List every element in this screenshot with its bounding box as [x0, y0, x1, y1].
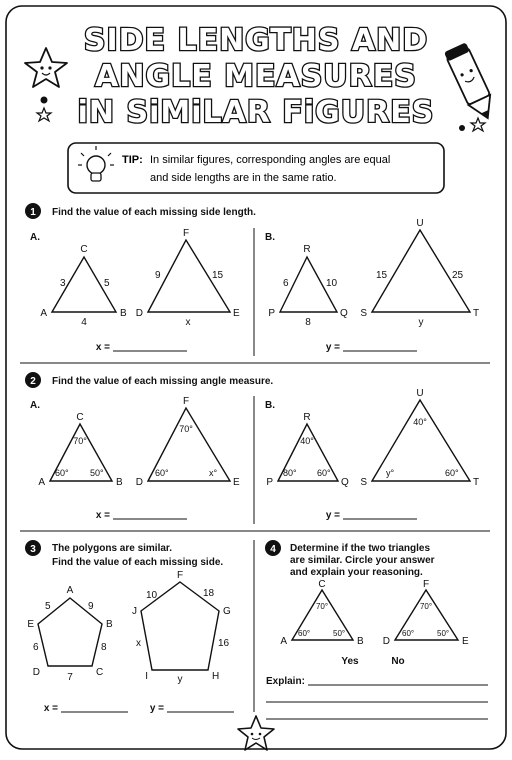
- vertex-label: D: [382, 636, 390, 647]
- vertex-label: U: [416, 388, 424, 399]
- vertex-label: P: [266, 477, 273, 488]
- angle-label: 60°: [402, 629, 415, 638]
- star-mascot-icon: [25, 48, 67, 87]
- question-4: [265, 540, 488, 719]
- part-b-label: B.: [265, 232, 275, 243]
- star-mascot-icon: [238, 716, 274, 750]
- part-a-label: A.: [30, 232, 40, 243]
- vertex-label: C: [76, 412, 84, 423]
- vertex-label: B: [106, 619, 113, 630]
- answer-yes[interactable]: Yes: [341, 656, 359, 667]
- vertex-label: A: [40, 308, 47, 319]
- vertex-label: G: [223, 606, 231, 617]
- vertex-label: E: [233, 477, 240, 488]
- vertex-label: A: [66, 585, 74, 596]
- vertex-label: E: [27, 619, 34, 630]
- side-label: y: [177, 674, 183, 685]
- page-title: [78, 23, 435, 130]
- side-label: 15: [376, 270, 388, 281]
- side-label: 9: [155, 270, 161, 281]
- question-4-prompt-line-2: are similar. Circle your answer: [290, 555, 435, 566]
- explain-label: Explain:: [266, 676, 305, 687]
- side-label: 3: [60, 278, 66, 289]
- dot-icon: [459, 125, 465, 131]
- vertex-label: S: [360, 477, 367, 488]
- question-3-prompt-line-2: Find the value of each missing side.: [52, 557, 224, 568]
- side-label: 16: [218, 638, 230, 649]
- angle-label: 70°: [419, 602, 433, 611]
- vertex-label: F: [182, 228, 190, 239]
- side-label: 10: [146, 590, 158, 601]
- side-label: x: [185, 317, 191, 328]
- side-label: y: [418, 317, 424, 328]
- vertex-label: D: [135, 308, 143, 319]
- side-label: 5: [45, 601, 51, 612]
- answer-label: x =: [95, 342, 110, 353]
- side-label: 6: [33, 642, 39, 653]
- angle-label: 70°: [315, 602, 329, 611]
- answer-label: y =: [149, 703, 164, 714]
- part-b-label: B.: [265, 400, 275, 411]
- question-number: 3: [30, 544, 36, 555]
- vertex-label: A: [38, 477, 45, 488]
- vertex-label: E: [233, 308, 240, 319]
- angle-label: 60°: [445, 468, 459, 478]
- vertex-label: T: [473, 308, 480, 319]
- question-number: 4: [270, 544, 276, 555]
- vertex-label: T: [473, 477, 480, 488]
- dot-icon: [41, 97, 48, 104]
- vertex-label: D: [135, 477, 143, 488]
- vertex-label: F: [182, 396, 190, 407]
- side-label: 25: [452, 270, 464, 281]
- angle-label: 60°: [55, 468, 69, 478]
- angle-label: 80°: [283, 468, 297, 478]
- question-2: [25, 372, 479, 521]
- vertex-label: Q: [341, 477, 349, 488]
- angle-label: 60°: [317, 468, 331, 478]
- vertex-label: C: [80, 244, 88, 255]
- question-1-prompt: Find the value of each missing side length.: [52, 207, 256, 218]
- pencil-mascot-icon: [444, 42, 499, 123]
- vertex-label: U: [416, 218, 424, 229]
- vertex-label: R: [303, 412, 311, 423]
- question-number: 1: [30, 207, 36, 218]
- answer-label: x =: [43, 703, 58, 714]
- side-label: 5: [104, 278, 110, 289]
- angle-label: 40°: [413, 417, 427, 427]
- angle-label: 50°: [437, 629, 450, 638]
- side-label: 15: [212, 270, 224, 281]
- small-star-icon: [471, 118, 485, 131]
- vertex-label: F: [176, 570, 184, 581]
- vertex-label: P: [268, 308, 275, 319]
- tip-box: [68, 143, 444, 193]
- angle-label: 50°: [90, 468, 104, 478]
- vertex-label: H: [212, 671, 220, 682]
- vertex-label: A: [280, 636, 287, 647]
- question-3-prompt-line-1: The polygons are similar.: [52, 543, 173, 554]
- tip-label: TIP:: [122, 154, 143, 166]
- answer-label: x =: [95, 510, 110, 521]
- side-label: 7: [67, 672, 73, 683]
- vertex-label: C: [318, 579, 326, 590]
- angle-label: y°: [386, 468, 395, 478]
- vertex-label: F: [422, 579, 430, 590]
- answer-no[interactable]: No: [391, 656, 405, 667]
- angle-label: 60°: [298, 629, 311, 638]
- vertex-label: R: [303, 244, 311, 255]
- angle-label: 60°: [155, 468, 169, 478]
- vertex-label: I: [145, 671, 148, 682]
- side-label: 8: [305, 317, 311, 328]
- vertex-label: B: [357, 636, 364, 647]
- side-label: 4: [81, 317, 87, 328]
- vertex-label: C: [96, 667, 104, 678]
- side-label: 8: [101, 642, 107, 653]
- side-label: 6: [283, 278, 289, 289]
- vertex-label: E: [462, 636, 469, 647]
- title-line-2: ANGLE MEASURES: [95, 59, 417, 94]
- question-1: [25, 203, 479, 353]
- angle-label: 70°: [73, 436, 87, 446]
- side-label: 18: [203, 588, 215, 599]
- angle-label: x°: [209, 468, 218, 478]
- vertex-label: Q: [340, 308, 348, 319]
- question-2-prompt: Find the value of each missing angle measure.: [52, 376, 274, 387]
- vertex-label: J: [132, 606, 137, 617]
- side-label: 10: [326, 278, 338, 289]
- answer-label: y =: [325, 510, 340, 521]
- question-number: 2: [30, 376, 36, 387]
- tip-line-1: In similar figures, corresponding angles are equal: [150, 154, 391, 166]
- question-3: [25, 540, 234, 714]
- question-4-prompt-line-1: Determine if the two triangles: [290, 543, 431, 554]
- title-line-3: iN SiMiLAR FiGURES: [77, 95, 435, 130]
- tip-line-2: and side lengths are in the same ratio.: [150, 172, 337, 184]
- angle-label: 70°: [179, 424, 193, 434]
- answer-label: y =: [325, 342, 340, 353]
- angle-label: 50°: [333, 629, 346, 638]
- side-label: 9: [88, 601, 94, 612]
- title-line-1: SIDE LENGTHS AND: [83, 23, 429, 58]
- side-label: x: [136, 638, 141, 649]
- question-4-prompt-line-3: and explain your reasoning.: [290, 567, 423, 578]
- vertex-label: B: [120, 308, 127, 319]
- part-a-label: A.: [30, 400, 40, 411]
- angle-label: 40°: [300, 436, 314, 446]
- vertex-label: D: [32, 667, 40, 678]
- vertex-label: S: [360, 308, 367, 319]
- small-star-icon: [37, 108, 51, 121]
- vertex-label: B: [116, 477, 123, 488]
